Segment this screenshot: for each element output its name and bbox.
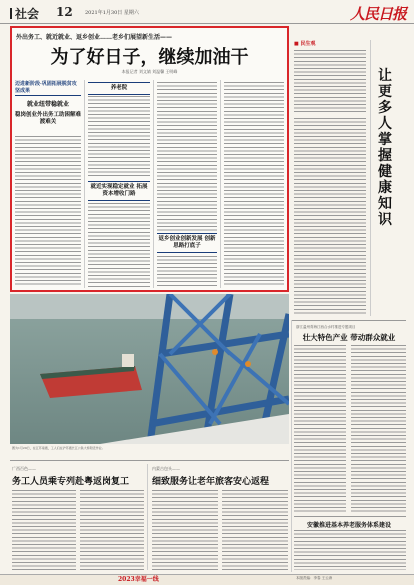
right-lower-article-title[interactable]: 安徽推进基本养老服务体系建设 <box>306 522 391 529</box>
vertical-title: 让更多人掌握健康知识 <box>378 68 392 228</box>
bottom-left-body-text <box>12 490 76 570</box>
right-article-body-text <box>294 345 346 513</box>
bottom-right-kicker: 内蒙古包头—— <box>152 466 180 471</box>
right-article-body-text <box>351 345 406 513</box>
lead-box-title: 迈进新阶段·巩固拓展脱贫攻坚成果 <box>15 80 81 96</box>
section-divider <box>292 320 406 321</box>
bridge-photo-image <box>10 294 289 444</box>
col2-heading: 养老院 <box>88 82 150 95</box>
masthead-logo: 人民日报 <box>350 5 407 23</box>
bottom-left-title[interactable]: 务工人员乘专列赴粤返岗复工 <box>12 477 130 487</box>
page-footer <box>0 574 414 585</box>
col4-body-text <box>157 82 217 232</box>
section-name: 社会 <box>10 5 39 22</box>
feature-headline: 为了好日子，继续加油干 <box>50 47 249 68</box>
col1-body-text <box>15 136 81 286</box>
right-lower-article-body <box>294 530 406 570</box>
col1-heading: 稳岗创业外出务工助困解难渡难关 <box>15 112 82 125</box>
page-header <box>0 0 414 24</box>
photo-caption: 图为1月29日，在江苏南通，工人们在沪苏通长江公铁大桥附近作业。 <box>12 446 105 450</box>
bridge-photo <box>10 294 289 444</box>
bottom-right-body-text <box>222 490 288 570</box>
col5-body-text <box>224 82 284 287</box>
col3-body-text <box>88 203 150 288</box>
header-divider <box>0 23 414 24</box>
column-divider <box>153 80 154 288</box>
lead-subtitle: 就业纽带稳就业 <box>26 101 69 108</box>
column-divider <box>84 80 85 288</box>
bottom-right-body-text <box>152 490 218 570</box>
right-article-kicker: 浙江温州青海江西合水村推进专题项目 <box>296 325 356 329</box>
column-divider <box>147 464 148 570</box>
column-divider <box>220 80 221 288</box>
col4-body-text-lower <box>157 256 217 288</box>
footer-credits: 本版责编：李春 王云涛 <box>296 576 333 580</box>
bottom-left-kicker: 广西百色—— <box>12 466 36 471</box>
col2-body-text <box>88 96 150 176</box>
col4-heading: 返乡创业创新发展 创新思路打底子 <box>157 233 217 253</box>
featured-article[interactable] <box>10 26 289 292</box>
feature-kicker: 外出务工、就近就业、返乡创业……老乡们展望新生活—— <box>16 34 173 41</box>
section-divider <box>10 460 289 461</box>
bottom-left-body-text <box>80 490 144 570</box>
issue-date: 2021年1月30日 星期六 <box>85 10 139 16</box>
bottom-right-title[interactable]: 细致服务让老年旅客安心返程 <box>152 477 270 487</box>
column-divider <box>291 320 292 572</box>
right-column-header: ■ 民生观 <box>294 41 316 47</box>
right-column-body-text <box>294 118 366 314</box>
feature-byline: 本报记者 刘文婧 刘温馨 王明峰 <box>121 69 178 74</box>
column-divider <box>370 40 371 316</box>
right-article-title[interactable]: 壮大特色产业 带动群众就业 <box>302 333 396 342</box>
right-column-body-text <box>294 50 366 112</box>
section-divider <box>294 516 406 517</box>
col3-heading: 就近实现稳定就业 拓展资本增收门路 <box>88 181 150 201</box>
lead-box <box>15 80 81 126</box>
footer-logo: 2023幸福一线 <box>118 576 159 583</box>
page-number: 12 <box>56 5 73 19</box>
